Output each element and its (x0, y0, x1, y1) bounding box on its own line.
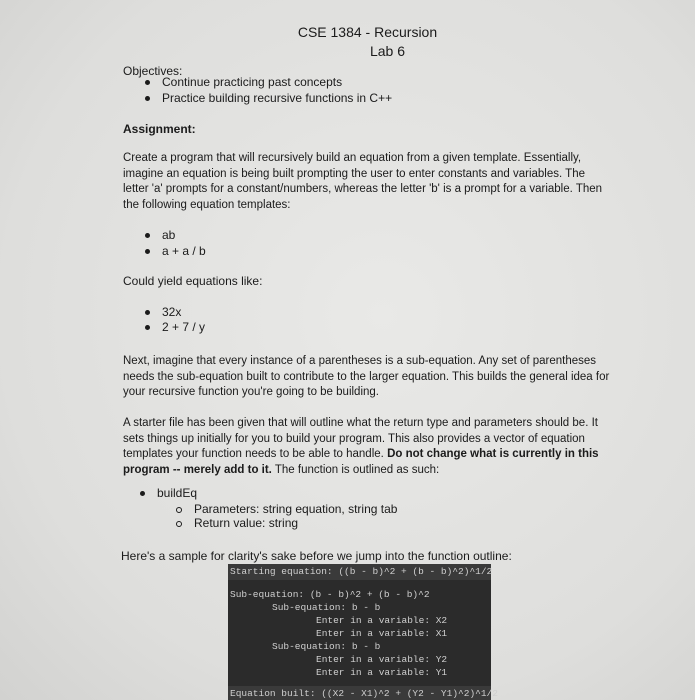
bold-warning: Do not change what is currently in this (387, 448, 599, 460)
function-name-item: buildEq (140, 485, 197, 501)
example-item: 2 + 7 / y (145, 319, 205, 335)
assignment-paragraph-2: Next, imagine that every instance of a parentheses is a sub-equation. Any set of parentheses needs the sub-equation built to contribute to the larger equation. This builds the general idea for your recursive function you're going to be building. (123, 355, 610, 398)
terminal-line: Starting equation: ((b - b)^2 + (b - b)^2)^1/2 (230, 566, 493, 577)
bullet-icon (145, 249, 150, 254)
terminal-line: Enter in a variable: X2 (316, 615, 448, 626)
terminal-line: Sub-equation: b - b (272, 641, 381, 652)
yield-text: Could yield equations like: (123, 274, 263, 288)
hollow-bullet-icon (176, 507, 182, 513)
bullet-icon (145, 80, 150, 85)
bullet-icon (145, 325, 150, 330)
terminal-line: Sub-equation: b - b (272, 602, 381, 613)
bullet-icon (145, 310, 150, 315)
course-title: CSE 1384 - Recursion (297, 24, 438, 40)
sample-intro: Here's a sample for clarity's sake before we jump into the function outline: (121, 549, 512, 563)
assignment-paragraph-3: A starter file has been given that will outline what the return type and parameters should be. It sets things up initially for you to build your program. This also provides a vector of equation templates your function needs to be able to handle. Do not change what is currently in this program -- merely add to it. The function is outlined as such: (123, 417, 599, 476)
objective-item: Continue practicing past concepts (145, 74, 342, 90)
function-return-item: Return value: string (176, 515, 298, 531)
lab-title: Lab 6 (369, 43, 406, 59)
hollow-bullet-icon (176, 521, 182, 527)
objectives-heading: Objectives: (123, 64, 183, 78)
terminal-line: Equation built: ((X2 - X1)^2 + (Y2 - Y1)^2)^1/2 (230, 688, 498, 699)
terminal-line: Enter in a variable: Y1 (316, 667, 448, 678)
bullet-icon (145, 233, 150, 238)
bullet-icon (140, 491, 145, 496)
assignment-heading: Assignment: (123, 122, 196, 136)
terminal-line: Sub-equation: (b - b)^2 + (b - b)^2 (230, 589, 430, 600)
terminal-output (228, 564, 498, 700)
bullet-icon (145, 96, 150, 101)
terminal-line: Enter in a variable: X1 (316, 628, 448, 639)
template-item: a + a / b (145, 243, 206, 259)
objective-item: Practice building recursive functions in C++ (145, 90, 392, 106)
bold-warning: program -- merely add to it. (123, 463, 272, 476)
template-item: ab (145, 227, 175, 243)
assignment-paragraph-1: Create a program that will recursively build an equation from a given template. Essentially, imagine an equation is being built prompting the user to enter constants and variables. The letter 'a' prompts for a constant/numbers, whereas the letter 'b' is a prompt for a variable. Then the following equation templates: (123, 152, 603, 211)
example-item: 32x (145, 304, 181, 320)
terminal-line: Enter in a variable: Y2 (316, 654, 448, 665)
function-params-item: Parameters: string equation, string tab (176, 501, 397, 517)
